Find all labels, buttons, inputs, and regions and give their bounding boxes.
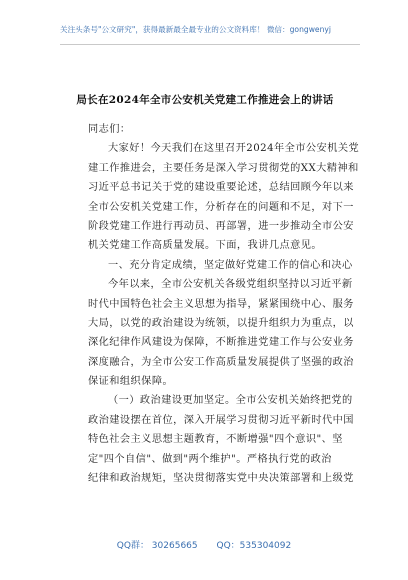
body-line: 保证和组织保障。 [88,376,174,388]
header-divider [60,44,360,45]
body-line: 一、充分肯定成绩，坚定做好党建工作的信心和决心 [108,259,353,271]
footer-qq-number: QQ：535304092 [216,541,292,551]
document-title: 局长在2024年全市公安机关党建工作推进会上的讲话 [76,94,334,106]
body-line: 大家好！今天我们在这里召开2024年全市公安机关党 [108,143,360,155]
body-line: 时代中国特色社会主义思想为指导，紧紧围绕中心、服务 [88,298,354,310]
body-line: 纪律和政治规矩，坚决贯彻落实党中央决策部署和上级党 [88,473,354,485]
body-line: 今年以来，全市公安机关各级党组织坚持以习近平新 [108,279,353,291]
body-line: 建工作推进会，主要任务是深入学习贯彻党的XX大精神和 [88,162,359,174]
body-line: （一）政治建设更加坚定。全市公安机关始终把党的 [108,395,353,407]
body-line: 政治建设摆在首位，深入开展学习贯彻习近平新时代中国 [88,414,354,426]
body-line: 阶段党建工作进行再动员、再部署，进一步推动全市公安 [88,220,354,232]
body-line: 习近平总书记关于党的建设重要论述，总结回顾今年以来 [88,182,354,194]
body-line: 特色社会主义思想主题教育，不断增强"四个意识"、坚 [88,434,343,446]
body-line: 定"四个自信"、做到"两个维护"。严格执行党的政治 [88,453,332,465]
header-banner: 关注头条号"公文研究"，获得最新最全最专业的公文资料库！ 微信：gongwenyj [60,25,332,34]
body-line: 大局，以党的政治建设为统领，以提升组织力为重点，以 [88,317,354,329]
footer-contact [0,538,408,551]
body-line: 深度融合，为全市公安工作高质量发展提供了坚强的政治 [88,356,354,368]
body-line: 全市公安机关党建工作，分析存在的问题和不足，对下一 [88,201,354,213]
document-body [88,120,360,488]
salutation-line: 同志们： [88,124,131,135]
body-line: 深化纪律作风建设为保障，不断推进党建工作与公安业务 [88,337,354,349]
body-line: 机关党建工作高质量发展。下面，我讲几点意见。 [88,240,323,252]
footer-qq-group: QQ群： 30265665 [116,541,198,551]
